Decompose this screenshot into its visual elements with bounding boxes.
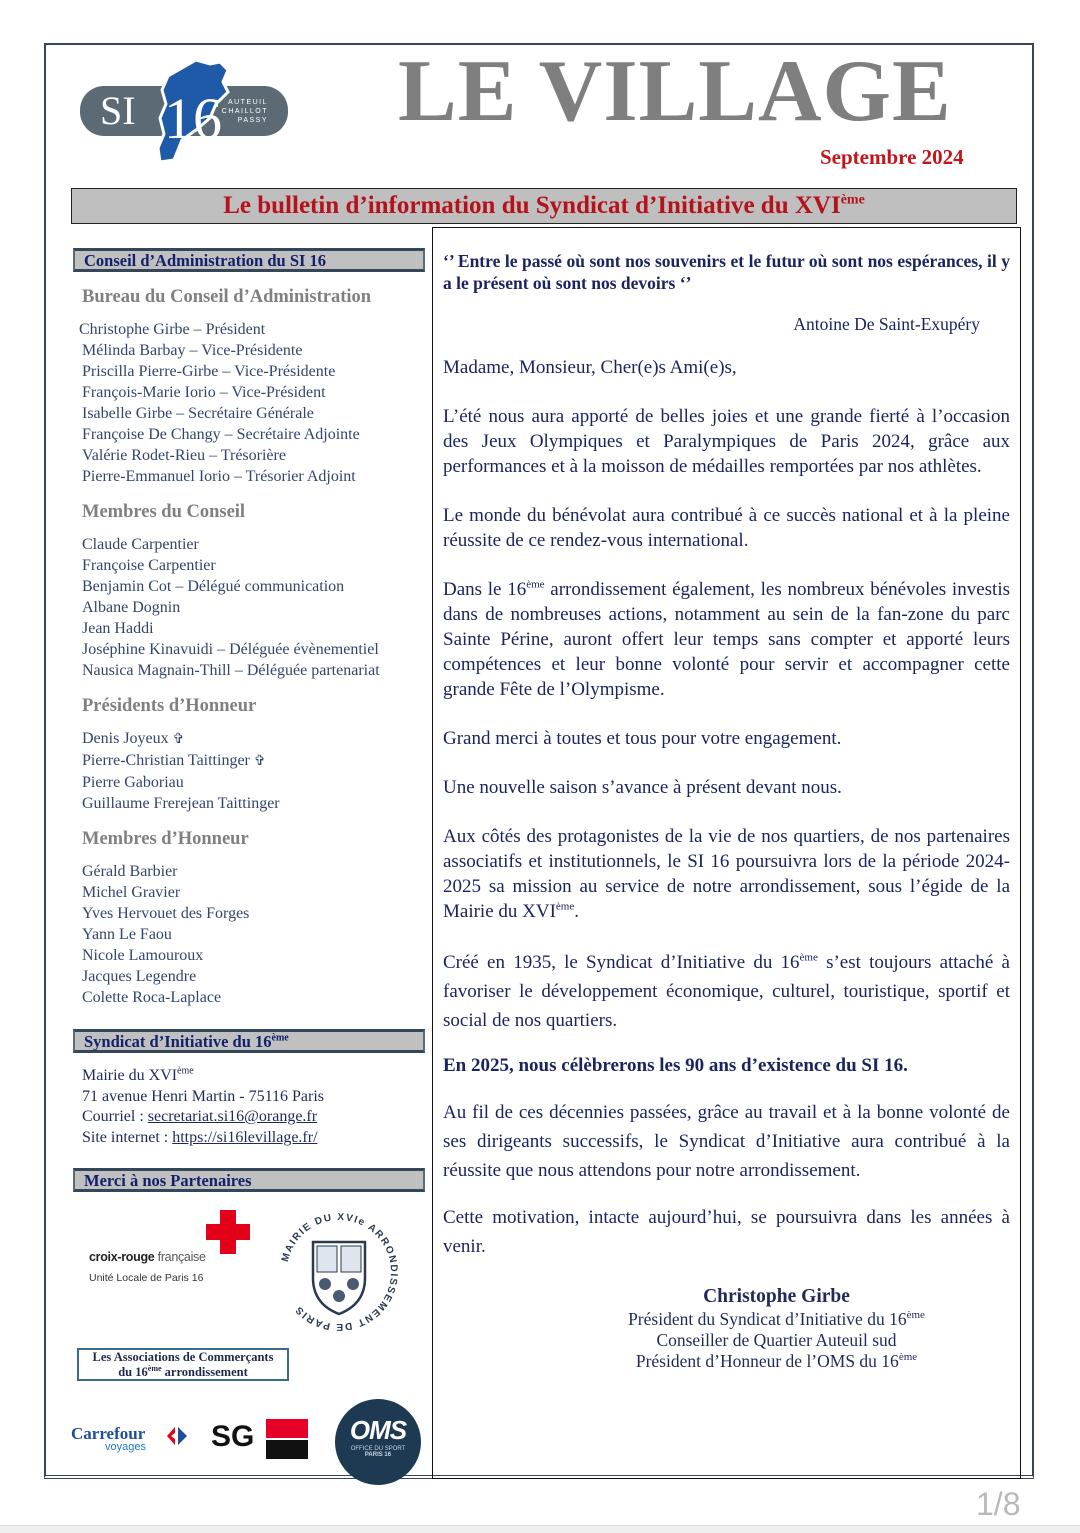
signatory-title-3: Président d’Honneur de l’OMS du 16ème — [635, 1351, 918, 1371]
newsletter-title: LE VILLAGE — [398, 43, 952, 140]
list-item: Valérie Rodet-Rieu – Trésorière — [82, 447, 286, 464]
honorary-members-heading: Membres d’Honneur — [82, 829, 249, 849]
council-members-heading: Membres du Conseil — [82, 502, 246, 522]
editorial-box — [432, 227, 1021, 1479]
red-cross-icon — [206, 1210, 250, 1254]
page-indicator: 1/8 — [976, 1486, 1021, 1522]
svg-text:MAIRIE DU XVIe ARRONDISSEMENT: MAIRIE DU XVIe ARRONDISSEMENT DE PARIS — [280, 1211, 400, 1333]
list-item — [82, 772, 425, 793]
salutation: Madame, Monsieur, Cher(e)s Ami(e)s, — [443, 357, 737, 378]
honorary-president-name: Denis Joyeux — [82, 730, 169, 747]
svg-text:SI: SI — [100, 88, 136, 133]
commercants-logo: Les Associations de Commerçants du 16ème arrondissement — [77, 1348, 289, 1381]
list-item — [82, 750, 425, 772]
mairie-line: Mairie du XVIème — [82, 1065, 194, 1084]
website-line: Site internet : https://si16levillage.fr/ — [82, 1128, 318, 1146]
paragraph-8: Au fil de ces décennies passées, grâce au travail et à la bonne volonté de ses dirigeants successifs, le Syndicat d’Initiative aura contribué à la réussite que nous attendons pour notre arrondissement. — [443, 1102, 1010, 1181]
paragraph-3: Dans le 16ème arrondissement également, les nombreux bénévoles investis dans de nombreuses actions, notamment au sein de la fan-zone du parc Sainte Périne, auront offert leur temps sans compter et apporté leurs compétences et leur bonne volonté pour servir et accompagner cette grande Fête de l’Olympisme. — [443, 578, 1010, 700]
paragraph-4: Grand merci à toutes et tous pour votre engagement. — [443, 728, 842, 749]
honorary-president-name: Guillaume Frerejean Taittinger — [82, 795, 280, 812]
signatory-title-2: Conseiller de Quartier Auteuil sud — [656, 1330, 897, 1350]
list-item: Gérald Barbier — [82, 863, 178, 880]
council-header: Conseil d’Administration du SI 16 — [73, 248, 425, 272]
opening-quote: ‘’ Entre le passé où sont nos souvenirs et le futur où sont nos espérances, il y a le présent où sont nos devoirs ‘’ — [443, 251, 1010, 293]
svg-text:AUTEUIL: AUTEUIL — [227, 99, 268, 106]
carrefour-icon — [166, 1426, 188, 1446]
paragraph-7: Créé en 1935, le Syndicat d’Initiative du 16ème s’est toujours attaché à favoriser le développement économique, culturel, touristique, sportif et social de nos quartiers. — [443, 951, 1010, 1031]
paragraph-1: L’été nous aura apporté de belles joies et une grande fierté à l’occasion des Jeux Olympiques et Paralympiques de Paris 2024, grâce aux performances et à la moisson de médailles remportées par nos athlètes. — [443, 406, 1010, 477]
list-item: Claude Carpentier — [82, 536, 199, 553]
list-item: Yves Hervouet des Forges — [82, 905, 250, 922]
list-item: Nicole Lamouroux — [82, 947, 204, 964]
honorary-presidents-heading: Présidents d’Honneur — [82, 696, 257, 716]
quote-author: Antoine De Saint-Exupéry — [793, 314, 980, 334]
signature-block — [543, 1285, 1010, 1372]
partners-logos — [73, 1192, 425, 1492]
list-item: François-Marie Iorio – Vice-Président — [82, 384, 326, 401]
email-link[interactable]: secretariat.si16@orange.fr — [147, 1108, 318, 1125]
bureau-heading: Bureau du Conseil d’Administration — [82, 287, 372, 307]
list-item: Michel Gravier — [82, 884, 181, 901]
list-item: Joséphine Kinavuidi – Déléguée évènementiel — [82, 641, 379, 658]
website-link[interactable]: https://si16levillage.fr/ — [172, 1128, 318, 1146]
list-item: Priscilla Pierre-Girbe – Vice-Présidente — [82, 363, 336, 380]
svg-text:16: 16 — [164, 86, 222, 151]
bureau-list — [79, 319, 425, 487]
svg-text:PASSY: PASSY — [237, 117, 268, 124]
list-item: Françoise De Changy – Secrétaire Adjointe — [82, 426, 360, 443]
mairie-crest-icon — [275, 1208, 403, 1336]
paragraph-5: Une nouvelle saison s’avance à présent devant nous. — [443, 777, 842, 798]
honorary-president-name: Pierre-Christian Taittinger — [82, 752, 250, 769]
signatory-name: Christophe Girbe — [703, 1286, 850, 1307]
honorary-presidents-list — [82, 728, 425, 814]
list-item: Jean Haddi — [82, 620, 154, 637]
signatory-title-1: Président du Syndicat d’Initiative du 16ème — [628, 1309, 925, 1329]
list-item — [82, 793, 425, 814]
list-item: Jacques Legendre — [82, 968, 197, 985]
anniversary-highlight: En 2025, nous célèbrerons les 90 ans d’existence du SI 16. — [443, 1055, 908, 1076]
sidebar — [73, 248, 425, 1492]
email-line: Courriel : secretariat.si16@orange.fr — [82, 1108, 318, 1125]
list-item — [82, 728, 425, 750]
subtitle-banner — [71, 188, 1017, 224]
contact-block — [82, 1066, 425, 1148]
list-item: Françoise Carpentier — [82, 557, 216, 574]
list-item: Albane Dognin — [82, 599, 181, 616]
cross-icon: ✞ — [253, 754, 266, 769]
oms-logo: OMS OFFICE DU SPORT PARIS 16 — [335, 1399, 421, 1485]
list-item: Yann Le Faou — [82, 926, 172, 943]
honorary-members-list — [82, 861, 425, 1008]
list-item: Christophe Girbe – Président — [79, 321, 266, 338]
si16-logo — [78, 58, 290, 168]
sg-red-block — [266, 1419, 308, 1438]
list-item: Benjamin Cot – Délégué communication — [82, 578, 345, 595]
partners-header: Merci à nos Partenaires — [73, 1168, 425, 1192]
cross-icon: ✞ — [172, 732, 185, 747]
mairie-seal-logo — [275, 1208, 403, 1336]
list-item: Nausica Magnain-Thill – Déléguée partenariat — [82, 662, 380, 679]
list-item: Mélinda Barbay – Vice-Présidente — [82, 342, 303, 359]
paragraph-6: Aux côtés des protagonistes de la vie de nos quartiers, de nos partenaires associatifs et institutionnels, le SI 16 poursuivra lors de la période 2024-2025 sa mission au service de notre arrondissement, sous l’égide de la Mairie du XVIème. — [443, 826, 1010, 922]
si16-logo-graphic — [78, 58, 290, 168]
svg-text:CHAILLOT: CHAILLOT — [221, 108, 268, 115]
address-line: 71 avenue Henri Martin - 75116 Paris — [82, 1087, 325, 1105]
council-members-list — [82, 534, 425, 681]
contact-header: Syndicat d’Initiative du 16ème — [73, 1029, 425, 1053]
carrefour-voyages-logo: Carrefour voyages — [71, 1424, 191, 1464]
croix-rouge-logo: croix-rouge française Unité Locale de Paris 16 — [89, 1210, 259, 1290]
issue-date: Septembre 2024 — [820, 145, 964, 169]
paragraph-9: Cette motivation, intacte aujourd’hui, se poursuivra dans les années à venir. — [443, 1207, 1010, 1257]
list-item: Isabelle Girbe – Secrétaire Générale — [82, 405, 314, 422]
list-item: Pierre-Emmanuel Iorio – Trésorier Adjoint — [82, 468, 356, 485]
banner-text: Le bulletin d’information du Syndicat d’Initiative du XVIème — [223, 192, 865, 219]
honorary-president-name: Pierre Gaboriau — [82, 774, 184, 791]
list-item: Colette Roca-Laplace — [82, 989, 222, 1006]
societe-generale-logo: SG — [211, 1414, 311, 1464]
paragraph-2: Le monde du bénévolat aura contribué à ce succès national et à la pleine réussite de ce rendez-vous international. — [443, 505, 1010, 551]
sg-black-block — [266, 1440, 308, 1459]
